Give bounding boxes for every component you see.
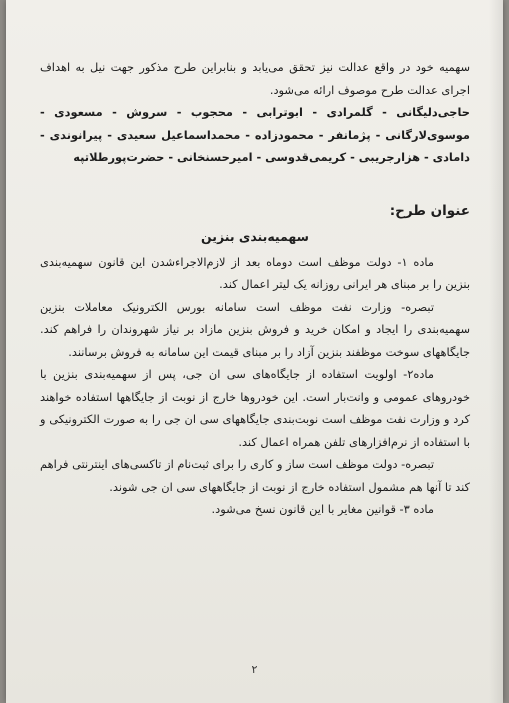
document-page bbox=[6, 0, 503, 703]
page-number: ۲ bbox=[251, 663, 258, 676]
intro-paragraph: سهمیه خود در واقع عدالت نیز تحقق می‌یابد و بنابراین طرح مذکور جهت نیل به اهداف اجرای عدالت طرح موصوف ارائه می‌شود. bbox=[40, 60, 470, 97]
article-3: ماده ۳- قوانین مغایر با این قانون نسخ می‌شود. bbox=[211, 502, 434, 516]
article-2: ماده۲- اولویت استفاده از جایگاه‌های سی ان جی، پس از سهمیه‌بندی بنزین با خودروهای عمومی و وانت‌بار است. این خودروها خارج از نوبت از جایگاهها استفاده خواهند کرد و وزارت نفت موظف است نوبت‌بندی جایگاههای سی ان جی را به صورت الکترونیکی و با استفاده از نرم‌افزارهای تلفن همراه اعمال کند. bbox=[40, 367, 470, 449]
article-2-note: تبصره- دولت موظف است ساز و کاری را برای ثبت‌نام از تاکسی‌های اینترنتی فراهم کند تا آنها هم مشمول استفاده خارج از نوبت از جایگاههای سی ان جی شوند. bbox=[40, 457, 470, 494]
document-body bbox=[40, 56, 470, 521]
plan-heading: عنوان طرح: bbox=[389, 202, 470, 219]
article-1-note: تبصره- وزارت نفت موظف است سامانه بورس الکترونیک معاملات بنزین سهمیه‌بندی را ایجاد و امکان خرید و فروش بنزین مازاد بر نیاز شهروندان را فراهم کند. جایگاههای سوخت موظفند بنزین آزاد را بر مبنای قیمت این سامانه به فروش برسانند. bbox=[40, 299, 470, 359]
signatories-list: حاجی‌دلیگانی - گلمرادی - ابوترابی - محجوب - سروش - مسعودی - موسوی‌لارگانی - پژمانفر - محمودزاده - محمداسماعیل سعیدی - پیرانوندی - دامادی - هزارجریبی - کریمی‌قدوسی - امیرحسنخانی - حضرت‌پورطلاتپه bbox=[40, 105, 470, 164]
plan-title: سهمیه‌بندی بنزین bbox=[201, 228, 309, 244]
page-fold-shadow bbox=[489, 0, 503, 703]
article-1: ماده ۱- دولت موظف است دوماه بعد از لازم‌الاجراءشدن این قانون سهمیه‌بندی بنزین را بر مبنای هر ایرانی روزانه یک لیتر اعمال کند. bbox=[40, 254, 470, 291]
